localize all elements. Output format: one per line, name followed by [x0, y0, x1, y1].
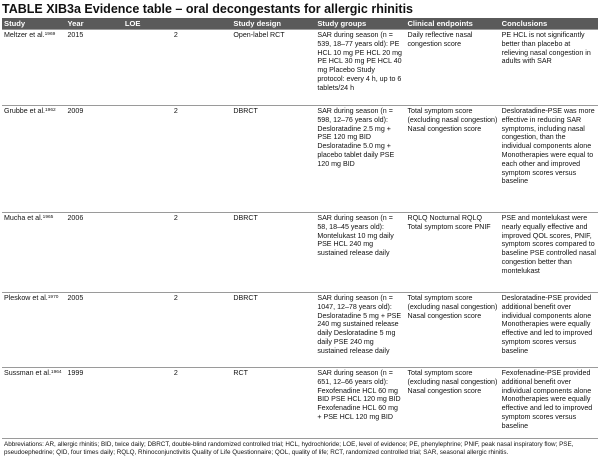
- evidence-table: [2, 18, 598, 438]
- study-ref: 1962: [45, 108, 56, 113]
- header-loe: LOE: [123, 18, 232, 30]
- study-author: Grubbe et al.: [4, 107, 46, 115]
- study-author: Pleskow et al.: [4, 294, 48, 302]
- cell-year: 2009: [65, 106, 122, 213]
- cell-study: [2, 368, 65, 438]
- cell-year: 2005: [65, 293, 122, 368]
- cell-study: [2, 30, 65, 106]
- abbreviations-footnote: Abbreviations: AR, allergic rhinitis; BID, twice daily; DBRCT, double-blind randomized controlled trial; HCL, hydrochloride; LOE, level of evidence; PE, phenylephrine; PNIF, peak nasal inspiratory flow; PSE, pseudoephedrine; QID, four times daily; RQLQ, Rhinoconjunctivitis Quality of Life Questionnaire; QOL, quality of life; RCT, randomized controlled trial; SAR, seasonal allergic rhinitis.: [2, 438, 598, 457]
- cell-conclusions: Fexofenadine-PSE provided additional benefit over individual components alone Monotherapies were equally effective and led to improved symptom scores versus baseline: [500, 368, 598, 438]
- cell-endpoints: Total symptom score (excluding nasal congestion) Nasal congestion score: [405, 368, 499, 438]
- cell-year: 1999: [65, 368, 122, 438]
- table-row: [2, 30, 598, 106]
- cell-groups: SAR during season (n = 598, 12–76 years old): Desloratadine 2.5 mg + PSE 120 mg BID Desloratadine 5.0 mg + placebo tablet daily PSE 120 mg BID: [315, 106, 405, 213]
- cell-design: DBRCT: [231, 293, 315, 368]
- cell-loe: 2: [123, 106, 232, 213]
- table-row: [2, 293, 598, 368]
- cell-endpoints: Daily reflective nasal congestion score: [405, 30, 499, 106]
- cell-groups: SAR during season (n = 539, 18–77 years old): PE HCL 10 mg PE HCL 20 mg PE HCL 30 mg PE HCL 40 mg Placebo Study protocol: every 4 h, up to 6 tablets/24 h: [315, 30, 405, 106]
- cell-study: [2, 293, 65, 368]
- study-ref: 1965: [42, 215, 54, 220]
- study-author: Mucha et al.: [4, 214, 43, 222]
- study-author: Meltzer et al.: [4, 31, 45, 39]
- study-ref: 1969: [44, 32, 56, 37]
- header-year: Year: [65, 18, 122, 30]
- cell-design: DBRCT: [231, 213, 315, 293]
- study-ref: 1964: [50, 370, 62, 375]
- cell-endpoints: Total symptom score (excluding nasal congestion) Nasal congestion score: [405, 106, 499, 213]
- cell-groups: SAR during season (n = 1047, 12–78 years old): Desloratadine 5 mg + PSE 240 mg sustained release daily Desloratadine 5 mg daily PSE 240 mg sustained release daily: [315, 293, 405, 368]
- cell-conclusions: Desloratadine-PSE provided additional benefit over individual components alone Monotherapies were equally effective and led to improved symptom scores versus baseline: [500, 293, 598, 368]
- cell-endpoints: RQLQ Nocturnal RQLQ Total symptom score PNIF: [405, 213, 499, 293]
- cell-study: [2, 213, 65, 293]
- cell-loe: 2: [123, 30, 232, 106]
- header-endpoints: Clinical endpoints: [405, 18, 499, 30]
- cell-year: 2015: [65, 30, 122, 106]
- cell-study: [2, 106, 65, 213]
- header-groups: Study groups: [315, 18, 405, 30]
- cell-loe: 2: [123, 293, 232, 368]
- cell-loe: 2: [123, 213, 232, 293]
- cell-endpoints: Total symptom score (excluding nasal congestion) Nasal congestion score: [405, 293, 499, 368]
- header-design: Study design: [231, 18, 315, 30]
- cell-conclusions: PSE and montelukast were nearly equally effective and improved QOL scores, PNIF, symptom scores compared to baseline PSE controlled nasal congestion better than montelukast: [500, 213, 598, 293]
- table-title: TABLE XIB3a Evidence table – oral decongestants for allergic rhinitis: [2, 2, 413, 16]
- table-row: [2, 368, 598, 438]
- cell-design: Open-label RCT: [231, 30, 315, 106]
- cell-groups: SAR during season (n = 58, 18–45 years old): Montelukast 10 mg daily PSE HCL 240 mg sustained release daily: [315, 213, 405, 293]
- study-author: Sussman et al.: [4, 369, 51, 377]
- cell-loe: 2: [123, 368, 232, 438]
- cell-conclusions: Desloratadine-PSE was more effective in reducing SAR symptoms, including nasal congestion, than the individual components alone Monotherapies were equal to each other and improved symptom scores versus baseline: [500, 106, 598, 213]
- cell-design: RCT: [231, 368, 315, 438]
- header-conclusions: Conclusions: [500, 18, 598, 30]
- cell-year: 2006: [65, 213, 122, 293]
- header-row: [2, 18, 598, 30]
- header-study: Study: [2, 18, 65, 30]
- table-row: [2, 213, 598, 293]
- cell-groups: SAR during season (n = 651, 12–66 years old): Fexofenadine HCL 60 mg BID PSE HCL 120 mg BID Fexofenadine HCL 60 mg + PSE HCL 120 mg BID: [315, 368, 405, 438]
- study-ref: 1970: [47, 295, 59, 300]
- cell-conclusions: PE HCL is not significantly better than placebo at relieving nasal congestion in adults with SAR: [500, 30, 598, 106]
- cell-design: DBRCT: [231, 106, 315, 213]
- table-row: [2, 106, 598, 213]
